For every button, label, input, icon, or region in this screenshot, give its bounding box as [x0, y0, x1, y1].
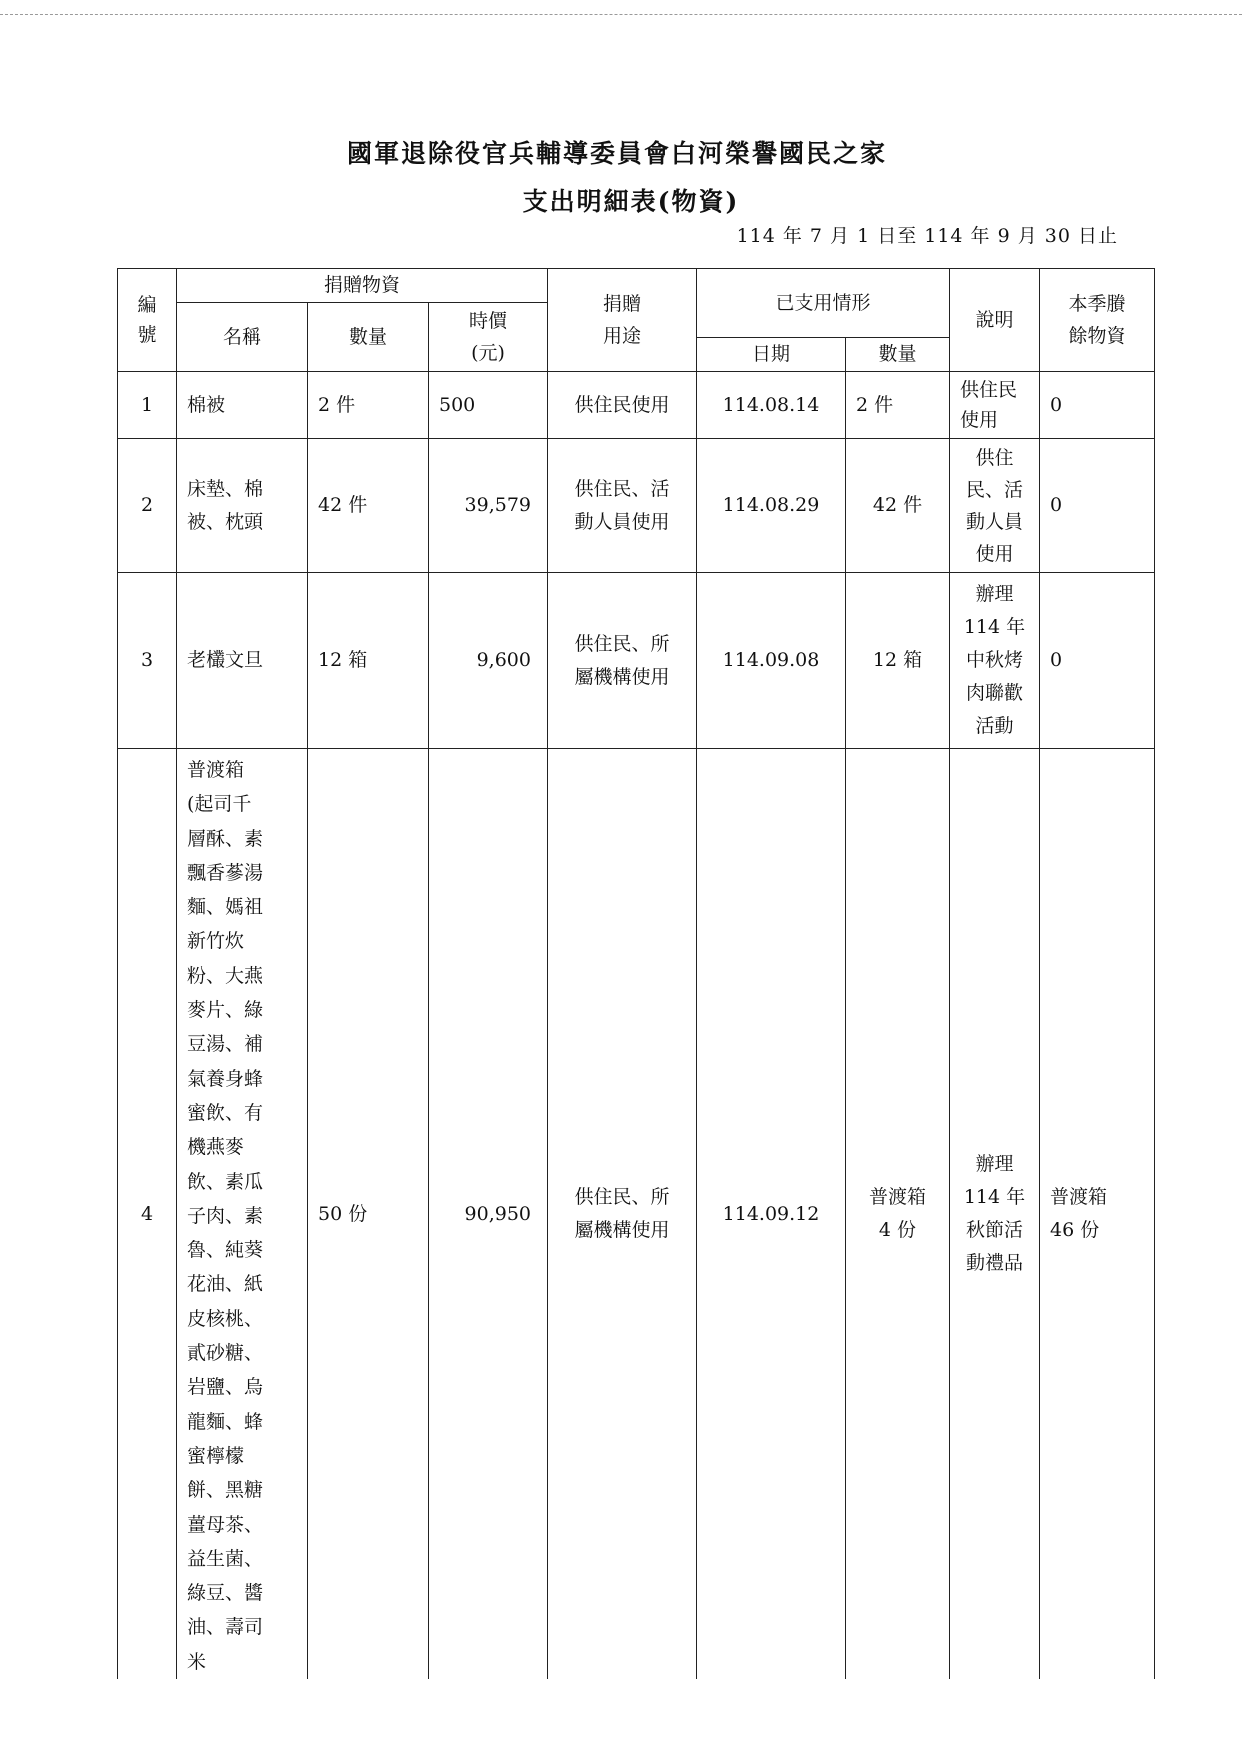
cell-note: 供住 民、活 動人員 使用 — [950, 439, 1040, 573]
col-header-name: 名稱 — [177, 303, 308, 372]
cell-name: 棉被 — [177, 372, 308, 439]
cell-qty: 12 箱 — [308, 573, 429, 749]
cell-used-date: 114.09.12 — [697, 749, 846, 1680]
cell-used-qty: 42 件 — [846, 439, 950, 573]
cell-used-date: 114.09.08 — [697, 573, 846, 749]
cell-used-qty: 普渡箱 4 份 — [846, 749, 950, 1680]
cell-qty: 50 份 — [308, 749, 429, 1680]
cell-price: 9,600 — [429, 573, 548, 749]
cell-name: 普渡箱 (起司千 層酥、素 飄香蔘湯 麵、媽祖 新竹炊 粉、大燕 麥片、綠 豆湯、補 氣養身蜂 蜜飲、有 機燕麥 飲、素瓜 子肉、素 魯、純葵 花油、紙 皮核桃、 貳砂糖、 岩鹽、烏 龍麵、蜂 蜜檸檬 餅、黑糖 薑母茶、 益生菌、 綠豆、醬 油、壽司 米 — [177, 749, 308, 1680]
cell-purpose: 供住民使用 — [548, 372, 697, 439]
cell-name: 床墊、棉 被、枕頭 — [177, 439, 308, 573]
expense-detail-table — [117, 268, 1155, 1679]
cell-qty: 42 件 — [308, 439, 429, 573]
col-header-qty: 數量 — [308, 303, 429, 372]
col-header-used-qty: 數量 — [846, 338, 950, 372]
cell-purpose: 供住民、所 屬機構使用 — [548, 573, 697, 749]
table-row — [118, 749, 1155, 1680]
col-header-usage: 已支用情形 — [697, 269, 950, 338]
col-header-no: 編 號 — [118, 269, 177, 372]
cell-remaining: 0 — [1040, 372, 1155, 439]
cell-note: 供住民 使用 — [950, 372, 1040, 439]
col-header-used-date: 日期 — [697, 338, 846, 372]
table-row — [118, 372, 1155, 439]
col-header-donated-goods: 捐贈物資 — [177, 269, 548, 303]
cell-used-qty: 12 箱 — [846, 573, 950, 749]
org-title: 國軍退除役官兵輔導委員會白河榮譽國民之家 — [346, 139, 887, 168]
cell-purpose: 供住民、所 屬機構使用 — [548, 749, 697, 1680]
cell-used-date: 114.08.14 — [697, 372, 846, 439]
col-header-remaining: 本季賸 餘物資 — [1040, 269, 1155, 372]
table-row — [118, 573, 1155, 749]
cell-no: 4 — [118, 749, 177, 1680]
cell-no: 1 — [118, 372, 177, 439]
col-header-purpose: 捐贈 用途 — [548, 269, 697, 372]
cell-name: 老欉文旦 — [177, 573, 308, 749]
cell-remaining: 0 — [1040, 573, 1155, 749]
cell-used-date: 114.08.29 — [697, 439, 846, 573]
period-range: 114 年 7 月 1 日至 114 年 9 月 30 日止 — [736, 225, 1118, 247]
cell-note: 辦理 114 年 秋節活 動禮品 — [950, 749, 1040, 1680]
page-top-border — [0, 14, 1242, 15]
col-header-price: 時價 (元) — [429, 303, 548, 372]
cell-note: 辦理 114 年 中秋烤 肉聯歡 活動 — [950, 573, 1040, 749]
doc-title: 支出明細表(物資) — [522, 187, 740, 216]
cell-price: 90,950 — [429, 749, 548, 1680]
cell-used-qty: 2 件 — [846, 372, 950, 439]
col-header-note: 說明 — [950, 269, 1040, 372]
cell-remaining: 0 — [1040, 439, 1155, 573]
cell-price: 39,579 — [429, 439, 548, 573]
cell-purpose: 供住民、活 動人員使用 — [548, 439, 697, 573]
cell-qty: 2 件 — [308, 372, 429, 439]
cell-no: 2 — [118, 439, 177, 573]
cell-remaining: 普渡箱 46 份 — [1040, 749, 1155, 1680]
cell-price: 500 — [429, 372, 548, 439]
table-row — [118, 439, 1155, 573]
cell-no: 3 — [118, 573, 177, 749]
